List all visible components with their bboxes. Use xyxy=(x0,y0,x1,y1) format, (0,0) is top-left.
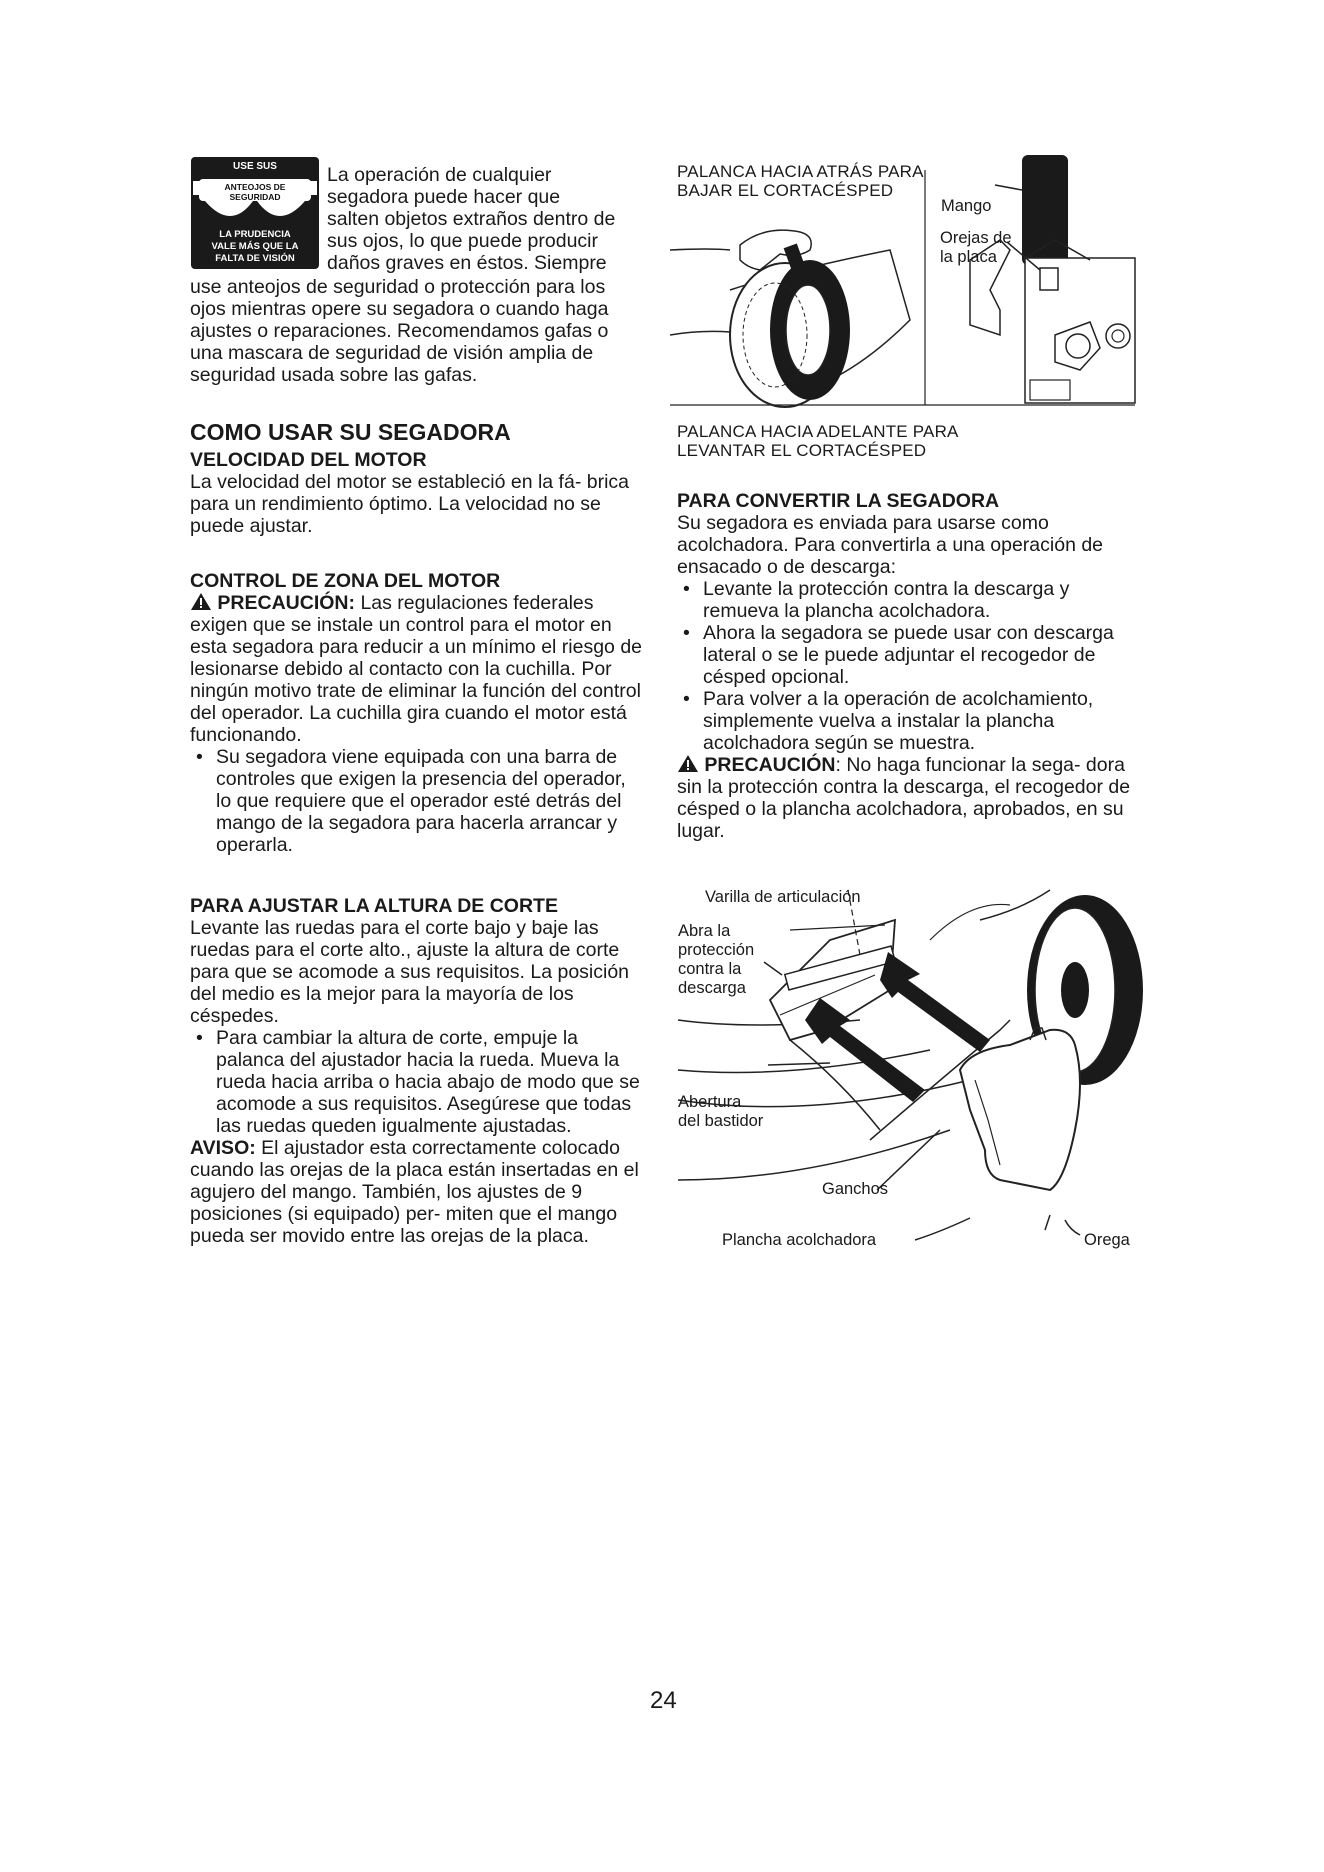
control-zona-bullets xyxy=(190,746,645,856)
label-abertura xyxy=(678,1093,763,1131)
caption-line: BAJAR EL CORTACÉSPED xyxy=(677,181,894,200)
page-number: 24 xyxy=(650,1687,677,1714)
label-line: del bastidor xyxy=(678,1112,764,1130)
intro-rest: use anteojos de seguridad o protección para los ojos mientras opere su segadora o cuando haga ajustes o reparaciones. Recomendamos gafas o una mascara de seguridad de visión amplia de seguridad usada sobre las gafas. xyxy=(190,276,609,386)
caption-line: PALANCA HACIA ADELANTE PARA xyxy=(677,422,959,441)
caution-text: Las regulaciones federales exigen que se instale un control para el motor en esta segadora para reducir a un mínimo el riesgo de lesionarse debido al contacto con la cuchilla. Por ningún motivo trate de eliminar la función del control del operador. La cuchilla gira cuando el motor está funcionando. xyxy=(190,592,643,746)
badge-text-vale: VALE MÁS QUE LA xyxy=(211,241,299,252)
label-line: descarga xyxy=(678,979,746,997)
convertir-section xyxy=(677,490,1147,842)
label-plancha: Plancha acolchadora xyxy=(722,1231,877,1249)
altura-section xyxy=(190,895,645,1247)
label-orejas xyxy=(940,229,1012,267)
list-item: • Para volver a la operación de acolchamiento, simplemente vuelva a instalar la plancha acolchadora según se muestra. xyxy=(677,688,1147,754)
warning-triangle-icon xyxy=(677,754,699,773)
caution-label: PRECAUCIÓN: xyxy=(217,592,356,614)
control-zona-caution xyxy=(190,592,645,746)
badge-text-prudencia: LA PRUDENCIA xyxy=(219,229,291,240)
label-line: la placa xyxy=(940,248,997,266)
aviso-label: AVISO: xyxy=(190,1137,256,1159)
velocidad-heading: VELOCIDAD DEL MOTOR xyxy=(190,449,427,471)
caution-label: PRECAUCIÓN xyxy=(704,754,836,776)
list-item: • Su segadora viene equipada con una barra de controles que exigen la presencia del operador, lo que requiere que el operador esté detrás del mango de la segadora para hacerla arrancar y operarla. xyxy=(190,746,645,856)
label-mango: Mango xyxy=(941,197,992,215)
label-line: Orejas de xyxy=(940,229,1012,247)
intro-line: La operación de cualquier xyxy=(327,164,552,186)
altura-heading: PARA AJUSTAR LA ALTURA DE CORTE xyxy=(190,895,558,917)
altura-body: Levante las ruedas para el corte bajo y baje las ruedas para el corte alto., ajuste la altura de corte para que se acomode a sus requisitos. La posición del medio es la mejor para la mayoría de los céspedes. xyxy=(190,917,630,1027)
height-adjuster-illustration xyxy=(670,150,1140,410)
intro-line: segadora puede hacer que xyxy=(327,186,561,208)
velocidad-body: La velocidad del motor se estableció en la fá- brica para un rendimiento óptimo. La velocidad no se puede ajustar. xyxy=(190,471,629,537)
velocidad-section xyxy=(190,449,645,537)
list-item: • Para cambiar la altura de corte, empuje la palanca del ajustador hacia la rueda. Mueva la rueda hacia arriba o hacia abajo de modo que se acomode a sus requisitos. Asegúrese que todas las ruedas queden igualmente ajustadas. xyxy=(190,1027,645,1137)
badge-text-seguridad: SEGURIDAD xyxy=(229,192,281,202)
altura-aviso xyxy=(190,1137,645,1247)
convertir-heading: PARA CONVERTIR LA SEGADORA xyxy=(677,490,1000,512)
control-zona-heading: CONTROL DE ZONA DEL MOTOR xyxy=(190,570,501,592)
label-line: Abra la xyxy=(678,922,731,940)
convertir-caution xyxy=(677,754,1147,842)
badge-text-falta: FALTA DE VISIÓN xyxy=(215,253,295,264)
caption-line: LEVANTAR EL CORTACÉSPED xyxy=(677,441,927,460)
intro-line: salten objetos extraños dentro de xyxy=(327,208,616,230)
convertir-bullets xyxy=(677,578,1147,754)
intro-line: daños graves en éstos. Siempre xyxy=(327,252,607,274)
label-line: Abertura xyxy=(678,1093,742,1111)
warning-triangle-icon xyxy=(190,592,212,611)
list-item: • Levante la protección contra la descarga y remueva la plancha acolchadora. xyxy=(677,578,1147,622)
convertir-body: Su segadora es enviada para usarse como acolchadora. Para convertirla a una operación de ensacado o de descarga: xyxy=(677,512,1104,578)
caption-line: PALANCA HACIA ATRÁS PARA xyxy=(677,162,924,181)
control-zona-section xyxy=(190,570,645,856)
list-item: • Ahora la segadora se puede usar con descarga lateral o se le puede adjuntar el recogedor de césped opcional. xyxy=(677,622,1147,688)
aviso-text: El ajustador esta correctamente colocado cuando las orejas de la placa están insertadas en el agujero del mango. También, los ajustes de 9 posiciones (si equipado) per- miten que el mango pueda ser movido entre las orejas de la placa. xyxy=(190,1137,639,1247)
intro-wrapped xyxy=(327,164,657,274)
label-line: protección xyxy=(678,941,755,959)
label-abra xyxy=(678,922,754,998)
figure1-bottom-caption xyxy=(677,422,959,460)
label-orega: Orega xyxy=(1084,1231,1130,1249)
label-varilla: Varilla de articulación xyxy=(705,888,861,906)
safety-glasses-badge xyxy=(191,157,319,269)
label-ganchos: Ganchos xyxy=(822,1180,889,1198)
altura-bullets xyxy=(190,1027,645,1137)
badge-text-anteojos: ANTEOJOS DE xyxy=(224,182,286,192)
label-line: contra la xyxy=(678,960,742,978)
badge-text-use-sus: USE SUS xyxy=(233,161,277,172)
caution-text: : No haga funcionar la sega- dora sin la protección contra la descarga, el recogedor de césped o la plancha acolchadora, aprobados, en su lugar. xyxy=(677,754,1131,842)
intro-line: sus ojos, lo que puede producir xyxy=(327,230,599,252)
section-main-title: COMO USAR SU SEGADORA xyxy=(190,419,511,445)
